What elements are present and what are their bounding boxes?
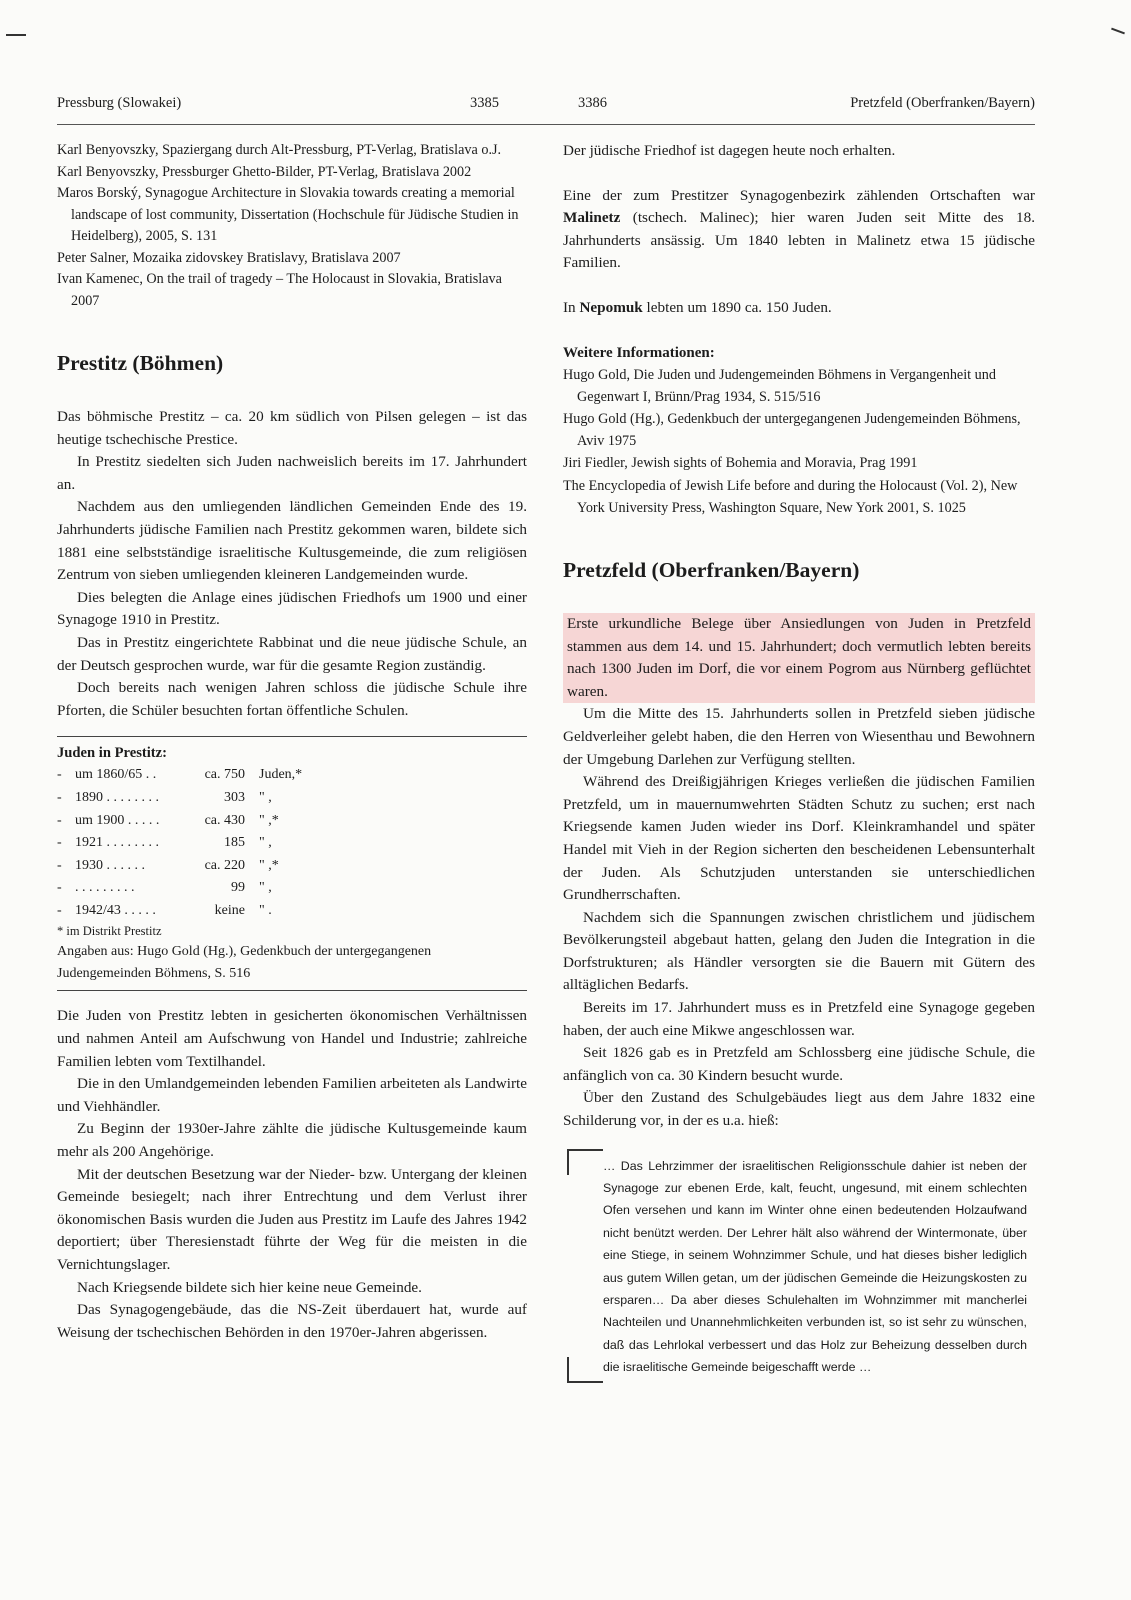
section-title-prestitz: Prestitz (Böhmen)	[57, 351, 224, 375]
page-number-right: 3386	[578, 95, 607, 111]
paragraph: Um die Mitte des 15. Jahrhunderts sollen in Pretzfeld sieben jüdische Geldverleiher gelebt haben, die den Herren von Wiesenthau und Bewohnern der Umgebung Darlehen zur Verfügung stellten.	[563, 705, 1035, 768]
paragraph: Nachdem aus den umliegenden ländlichen Gemeinden Ende des 19. Jahrhunderts jüdische Familien nach Prestitz gekommen waren, bildete sich 1881 eine selbstständige israelitische Kultusgemeinde, die zum religiösen Zentrum von sieben umliegenden kleineren Landgemeinden wurde.	[57, 498, 527, 584]
bibliography-entry: Karl Benyovszky, Spaziergang durch Alt-Pressburg, PT-Verlag, Bratislava o.J.	[57, 142, 502, 158]
paragraph: Dies belegten die Anlage eines jüdischen Friedhofs um 1900 und einer Synagoge 1910 in Prestitz.	[57, 588, 527, 629]
table-row: - 1942/43 . . . . . keine " .	[57, 902, 272, 918]
paragraph: Die in den Umlandgemeinden lebenden Familien arbeiteten als Landwirte und Viehhändler.	[57, 1075, 527, 1115]
table-row: - 1930 . . . . . . ca. 220 " ,*	[57, 857, 279, 873]
paragraph: Mit der deutschen Besetzung war der Nieder- bzw. Untergang der kleinen Gemeinde besiegelt; nach ihrer Entrechtung und dem Verlust ihrer ökonomischen Basis wurden die Juden aus Prestitz im Laufe des Jahres 1942 deportiert; über Theresienstadt führte der Weg für die meisten in die Vernichtungslager.	[57, 1165, 527, 1273]
place-name: Nepomuk	[579, 298, 643, 316]
paragraph-malinetz: Eine der zum Prestitzer Synagogenbezirk zählenden Ortschaften war Malinetz (tschech. Malinec); hier waren Juden seit Mitte des 18. Jahrhunderts ansässig. Um 1840 lebten in Malinetz etwa 15 jüdische Familien.	[563, 186, 1035, 272]
paragraph: Während des Dreißigjährigen Krieges verließen die jüdischen Familien Pretzfeld, um in mauernumwehrten Städten Schutz zu suchen; erst nach Kriegsende kamen Juden wieder ins Dorf. Kleinkramhandel und später Handel mit Vieh in der Region sicherten den bescheidenen Lebensunterhalt der Juden. Als Schutzjuden unterstanden sie unterschiedlichen Grundherrschaften.	[563, 773, 1035, 904]
scan-mark	[6, 34, 26, 36]
bibliography-entry: Ivan Kamenec, On the trail of tragedy – The Holocaust in Slovakia, Bratislava 2007	[57, 271, 502, 309]
paragraph: Der jüdische Friedhof ist dagegen heute noch erhalten.	[563, 142, 896, 159]
paragraph: Seit 1826 gab es in Pretzfeld am Schlossberg eine jüdische Schule, die anfänglich von ca. 30 Kindern besucht wurde.	[563, 1044, 1035, 1084]
right-column	[563, 140, 1035, 1383]
paragraph: Über den Zustand des Schulgebäudes liegt aus dem Jahre 1832 eine Schilderung vor, in der es u.a. hieß:	[563, 1089, 1035, 1130]
paragraph-nepomuk: In Nepomuk lebten um 1890 ca. 150 Juden.	[563, 298, 832, 316]
paragraph: Die Juden von Prestitz lebten in gesicherten ökonomischen Verhältnissen und nahmen Anteil am Aufschwung von Handel und Industrie; zahlreiche Familien lebten vom Textilhandel.	[57, 1007, 527, 1070]
bibliography-entry: Peter Salner, Mozaika zidovskey Bratislavy, Bratislava 2007	[57, 249, 401, 266]
reference-entry: Jiri Fiedler, Jewish sights of Bohemia and Moravia, Prag 1991	[563, 455, 918, 472]
more-info-title: Weitere Informationen:	[563, 344, 715, 361]
bibliography-entry: Maros Borský, Synagogue Architecture in Slovakia towards creating a memorial landscape of lost community, Dissertation (Hochschule für Jüdische Studien in Heidelberg), 2005, S. 131	[57, 185, 519, 244]
paragraph: Das böhmische Prestitz – ca. 20 km südlich von Pilsen gelegen – ist das heutige tschechische Prestice.	[57, 408, 527, 448]
paragraph: In Prestitz siedelten sich Juden nachweislich bereits im 17. Jahrhundert an.	[57, 453, 527, 493]
paragraph: Doch bereits nach wenigen Jahren schloss die jüdische Schule ihre Pforten, die Schüler besuchten fortan öffentliche Schulen.	[57, 679, 527, 719]
paragraph: Bereits im 17. Jahrhundert muss es in Pretzfeld eine Synagoge gegeben haben, der auch eine Mikwe angeschlossen war.	[563, 999, 1035, 1039]
quote-bracket-bottom	[567, 1357, 603, 1383]
table-footnote: * im Distrikt Prestitz	[57, 924, 162, 939]
running-header-left: Pressburg (Slowakei)	[57, 95, 182, 111]
bibliography-entry: Karl Benyovszky, Pressburger Ghetto-Bilder, PT-Verlag, Bratislava 2002	[57, 163, 472, 180]
left-column	[57, 140, 527, 1344]
highlighted-paragraph: Erste urkundliche Belege über Ansiedlungen von Juden in Pretzfeld stammen aus dem 14. und 15. Jahrhundert; doch vermutlich lebten bereits nach 1300 Juden im Dorf, die vor einem Pogrom aus Nürnberg geflüchtet waren.	[563, 613, 1035, 703]
paragraph: Das Synagogengebäude, das die NS-Zeit überdauert hat, wurde auf Weisung der tschechischen Behörden in den 1970er-Jahren abgerissen.	[57, 1301, 527, 1341]
scan-mark	[1111, 28, 1125, 35]
table-row: - . . . . . . . . . 99 " ,	[57, 880, 272, 896]
quote-block	[563, 1147, 1035, 1383]
table-row: - um 1900 . . . . . ca. 430 " ,*	[57, 812, 279, 828]
table-row: - um 1860/65 . . ca. 750 Juden,*	[57, 767, 303, 783]
reference-entry: The Encyclopedia of Jewish Life before and during the Holocaust (Vol. 2), New York University Press, Washington Square, New York 2001, S. 1025	[563, 477, 1018, 516]
table-title: Juden in Prestitz:	[57, 745, 167, 762]
paragraph: Nach Kriegsende bildete sich hier keine neue Gemeinde.	[77, 1278, 422, 1296]
paragraph: Das in Prestitz eingerichtete Rabbinat und die neue jüdische Schule, an der Deutsch gesprochen wurde, war für die gesamte Region zuständig.	[57, 633, 527, 674]
place-name: Malinetz	[563, 209, 621, 227]
paragraph: Nachdem sich die Spannungen zwischen christlichem und jüdischem Bevölkerungsteil abgebaut hatten, gelang den Juden die Integration in die Dorfstrukturen; als Händler versorgten sie die Bauern mit Gütern des alltäglichen Bedarfs.	[563, 908, 1035, 994]
table-row: - 1890 . . . . . . . . 303 " ,	[57, 789, 272, 805]
population-table	[57, 736, 527, 991]
quote-bracket-top	[567, 1149, 603, 1175]
quote-text: … Das Lehrzimmer der israelitischen Religionsschule dahier ist neben der Synagoge zur ebenen Erde, kalt, feucht, ungesund, mit einem schlechten Ofen versehen und kann im Winter ohne einen bedeutenden Holzaufwand nicht benützt werden. Der Lehrer hält also während der Wintermonate, über eine Stiege, in seinem Wohnzimmer Schule, und hat dieses bisher lediglich aus gutem Willen getan, um der jüdischen Gemeinde die Heizungskosten zu ersparen… Da aber dieses Schulehalten im Wohnzimmer mit mancherlei Nachteilen und Unannehmlichkeiten verbunden ist, so ist sehr zu wünschen, daß das Lehrlokal verbessert und das Holz zur Beheizung desselben durch die israelitische Gemeinde beigeschafft werde …	[603, 1158, 1027, 1375]
reference-entry: Hugo Gold (Hg.), Gedenkbuch der untergegangenen Judengemeinden Böhmens, Aviv 1975	[563, 410, 1021, 450]
table-source: Angaben aus: Hugo Gold (Hg.), Gedenkbuch der untergegangenen Judengemeinden Böhmens, S. 516	[57, 944, 432, 981]
section-title-pretzfeld: Pretzfeld (Oberfranken/Bayern)	[563, 557, 860, 582]
paragraph: Zu Beginn der 1930er-Jahre zählte die jüdische Kultusgemeinde kaum mehr als 200 Angehörige.	[57, 1120, 527, 1161]
header-rule	[57, 124, 1035, 125]
page-number-left: 3385	[470, 95, 499, 111]
running-header-right: Pretzfeld (Oberfranken/Bayern)	[850, 95, 1035, 111]
reference-entry: Hugo Gold, Die Juden und Judengemeinden Böhmens in Vergangenheit und Gegenwart I, Brünn/Prag 1934, S. 515/516	[563, 366, 996, 405]
table-row: - 1921 . . . . . . . . 185 " ,	[57, 835, 272, 851]
